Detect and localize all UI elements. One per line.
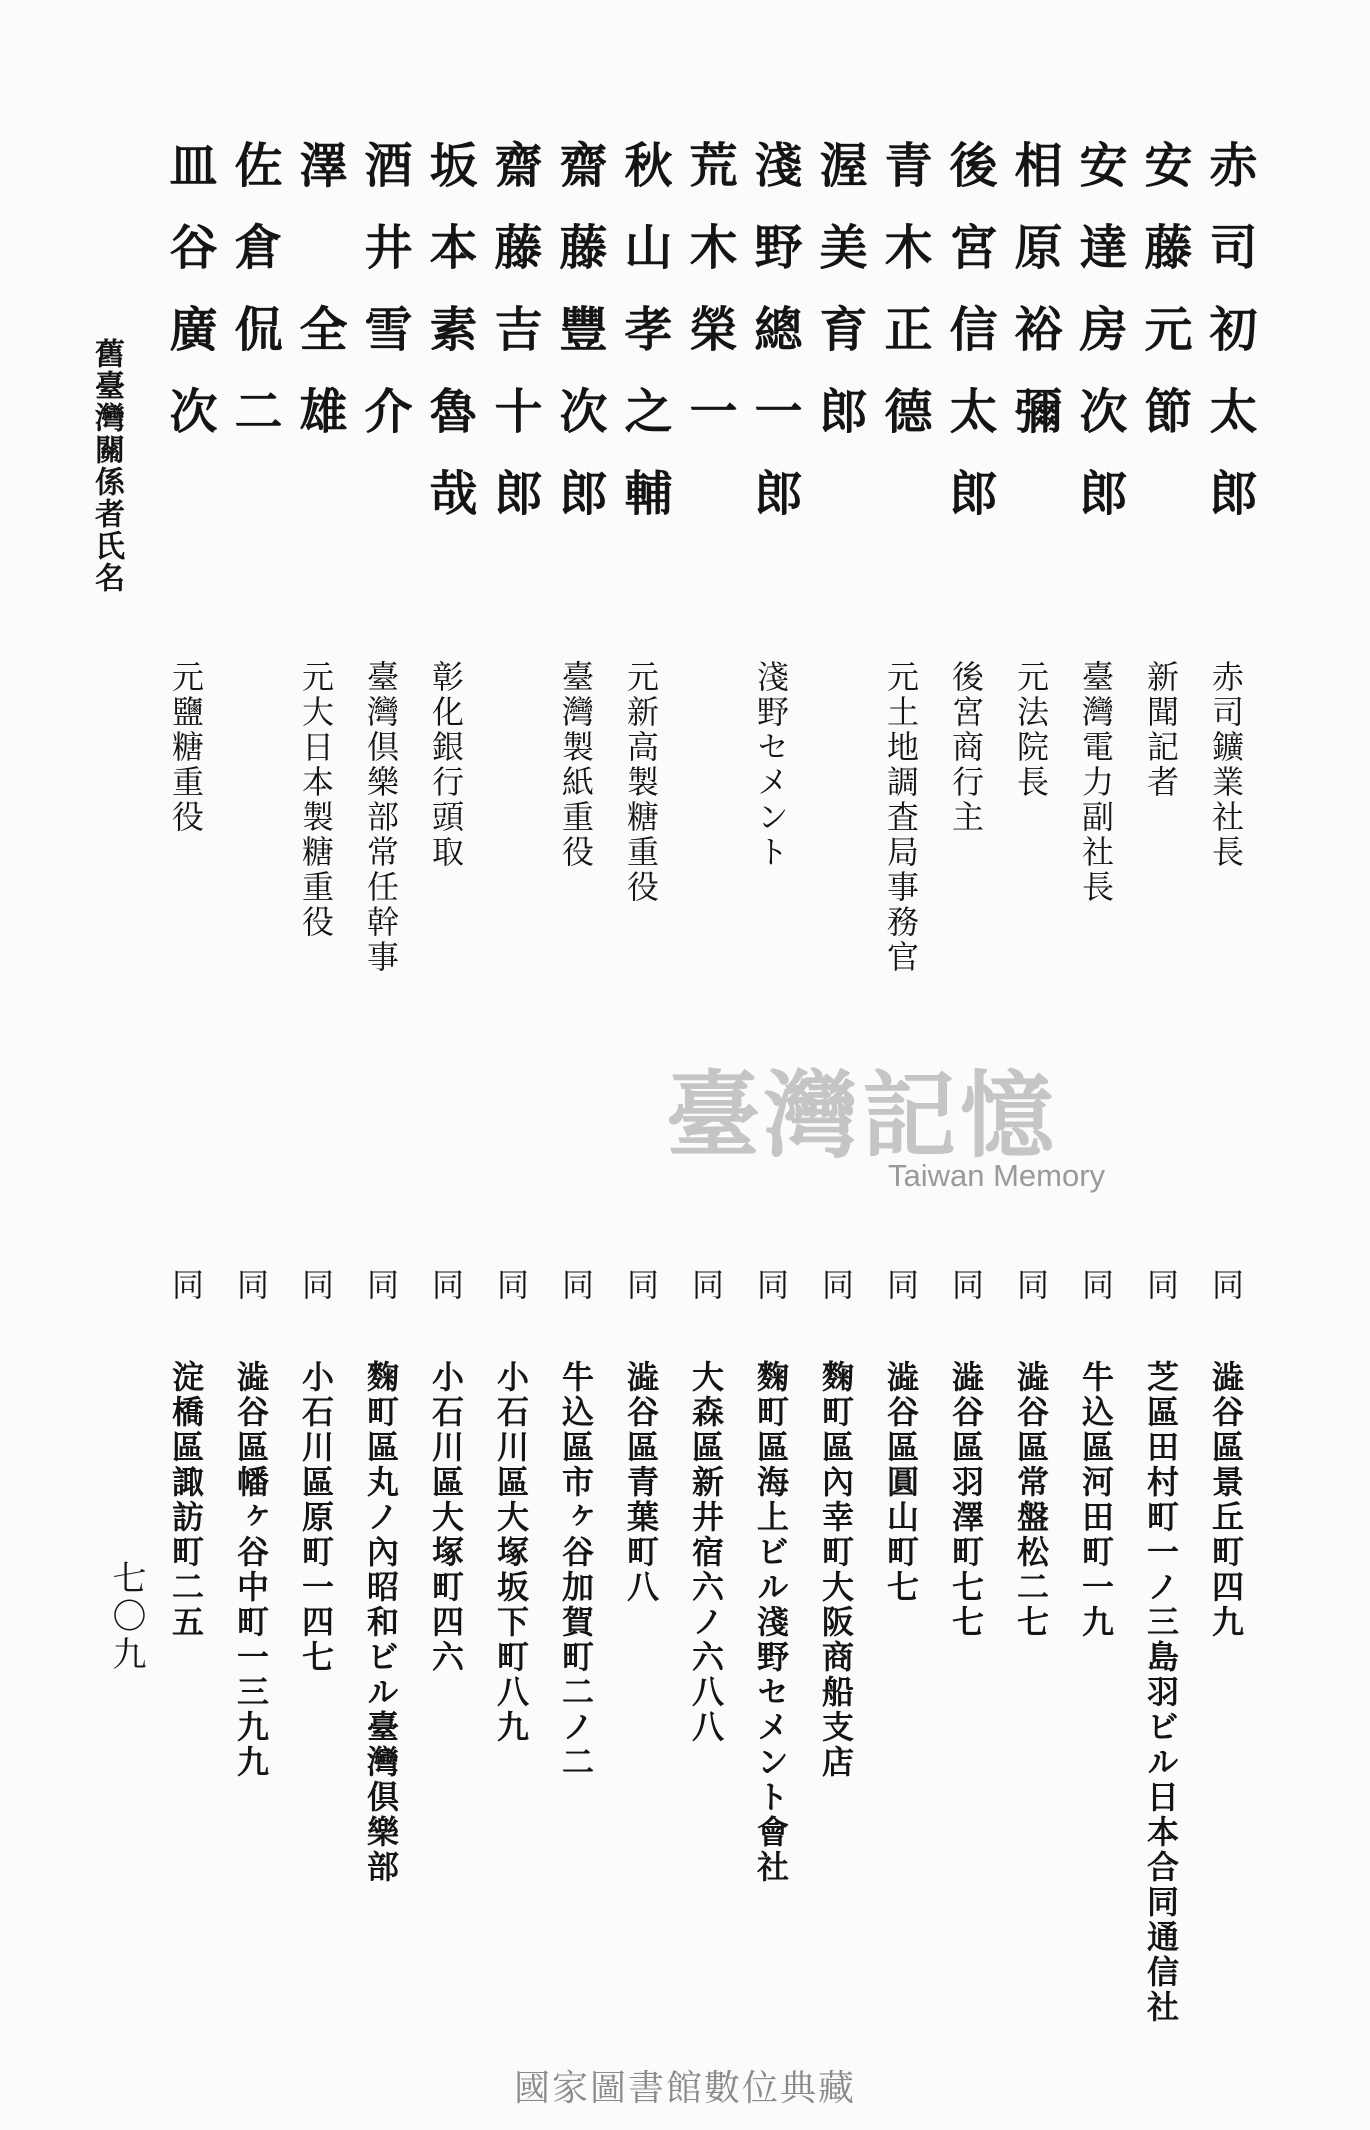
person-title: 元鹽糖重役 [167, 660, 205, 835]
watermark [666, 1040, 1126, 1220]
address-prefix: 同 [687, 1268, 725, 1300]
person-title: 淺野セメント [752, 660, 790, 870]
person-address: 大森區新井宿六ノ六八八 [687, 1360, 725, 1745]
person-title: 臺灣電力副社長 [1077, 660, 1115, 905]
person-name: 坂本素魯哉 [421, 140, 477, 550]
person-title: 元法院長 [1012, 660, 1050, 800]
address-prefix: 同 [362, 1268, 400, 1300]
address-prefix: 同 [232, 1268, 270, 1300]
address-prefix: 同 [427, 1268, 465, 1300]
address-prefix: 同 [1207, 1268, 1245, 1300]
page-number: 七〇九 [106, 1560, 146, 1674]
person-title: 元大日本製糖重役 [297, 660, 335, 940]
person-name: 皿谷廣次 [161, 140, 217, 468]
person-name: 淺野總一郎 [746, 140, 802, 550]
address-prefix: 同 [1077, 1268, 1115, 1300]
address-prefix: 同 [1012, 1268, 1050, 1300]
address-prefix: 同 [752, 1268, 790, 1300]
person-address: 澁谷區幡ヶ谷中町一三九九 [232, 1360, 270, 1780]
person-title: 後宮商行主 [947, 660, 985, 835]
person-name: 相原裕彌 [1006, 140, 1062, 468]
watermark-subtitle: Taiwan Memory [888, 1158, 1106, 1193]
person-title: 新聞記者 [1142, 660, 1180, 800]
person-address: 淀橋區諏訪町二五 [167, 1360, 205, 1640]
person-address: 澁谷區常盤松二七 [1012, 1360, 1050, 1640]
person-address: 芝區田村町一ノ三島羽ビル日本合同通信社 [1142, 1360, 1180, 2025]
address-prefix: 同 [557, 1268, 595, 1300]
watermark-title: 臺灣記憶 [666, 1061, 1059, 1171]
person-name: 秋山孝之輔 [616, 140, 672, 550]
person-title: 元新高製糖重役 [622, 660, 660, 905]
person-name: 青木正德 [876, 140, 932, 468]
person-name: 佐倉侃二 [226, 140, 282, 468]
person-name: 安藤元節 [1136, 140, 1192, 468]
address-prefix: 同 [817, 1268, 855, 1300]
person-title: 臺灣倶樂部常任幹事 [362, 660, 400, 975]
person-address: 澁谷區景丘町四九 [1207, 1360, 1245, 1640]
person-name: 齋藤吉十郎 [486, 140, 542, 550]
address-prefix: 同 [167, 1268, 205, 1300]
person-address: 澁谷區羽澤町七七 [947, 1360, 985, 1640]
person-address: 牛込區河田町一九 [1077, 1360, 1115, 1640]
address-prefix: 同 [622, 1268, 660, 1300]
address-prefix: 同 [882, 1268, 920, 1300]
person-name: 渥美育郎 [811, 140, 867, 468]
address-prefix: 同 [297, 1268, 335, 1300]
person-title: 彰化銀行頭取 [427, 660, 465, 870]
person-address: 麴町區內幸町大阪商船支店 [817, 1360, 855, 1780]
running-header: 舊臺灣關係者氏名 [89, 338, 124, 594]
person-name: 澤 全雄 [291, 140, 347, 468]
archive-footer: 國家圖書館數位典藏 [513, 2068, 856, 2109]
person-address: 麴町區海上ビル淺野セメント會社 [752, 1360, 790, 1885]
person-name: 酒井雪介 [356, 140, 412, 468]
person-address: 小石川區大塚町四六 [427, 1360, 465, 1675]
person-address: 澁谷區圓山町七 [882, 1360, 920, 1605]
person-title: 赤司鑛業社長 [1207, 660, 1245, 870]
person-title: 臺灣製紙重役 [557, 660, 595, 870]
person-address: 小石川區原町一四七 [297, 1360, 335, 1675]
person-name: 後宮信太郎 [941, 140, 997, 550]
person-address: 澁谷區青葉町八 [622, 1360, 660, 1605]
person-name: 赤司初太郎 [1201, 140, 1257, 550]
address-prefix: 同 [492, 1268, 530, 1300]
person-name: 安達房次郎 [1071, 140, 1127, 550]
person-address: 牛込區市ヶ谷加賀町二ノ二 [557, 1360, 595, 1780]
person-address: 小石川區大塚坂下町八九 [492, 1360, 530, 1745]
person-name: 荒木榮一 [681, 140, 737, 468]
address-prefix: 同 [1142, 1268, 1180, 1300]
person-title: 元土地調査局事務官 [882, 660, 920, 975]
person-address: 麴町區丸ノ內昭和ビル臺灣倶樂部 [362, 1360, 400, 1885]
person-name: 齋藤豐次郎 [551, 140, 607, 550]
address-prefix: 同 [947, 1268, 985, 1300]
